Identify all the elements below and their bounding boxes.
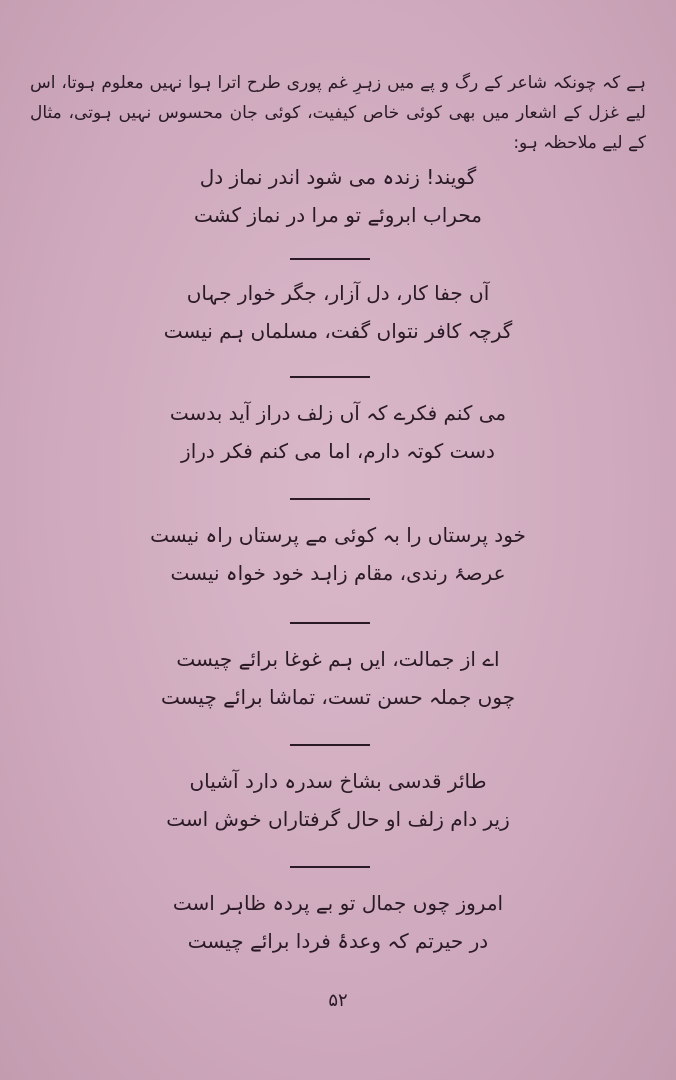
separator-rule (290, 376, 370, 378)
couplet-3-line-1: می کنم فکرے کہ آں زلف دراز آید بدست (169, 401, 507, 425)
couplet-1 (100, 158, 576, 234)
couplet-6 (100, 762, 576, 838)
couplet-4-line-2: عرصۂ رندی، مقام زاہد خود خواہ نیست (170, 561, 506, 585)
separator-rule (290, 866, 370, 868)
couplet-5 (100, 640, 576, 716)
separator-rule (290, 258, 370, 260)
separator-rule (290, 744, 370, 746)
couplet-7-line-1: امروز چوں جمال تو بے پردہ ظاہر است (172, 891, 504, 915)
intro-paragraph: ہے کہ چونکہ شاعر کے رگ و پے میں زہرِ غم پوری طرح اترا ہوا نہیں معلوم ہوتا، اس لیے غزل کے اشعار میں بھی کوئی خاص کیفیت، کوئی جان محسوس نہیں ہوتی، مثال کے لیے ملاحظہ ہو: (30, 73, 646, 153)
separator-rule (290, 498, 370, 500)
couplet-2-line-2: گرچہ کافر نتواں گفت، مسلماں ہم نیست (163, 319, 513, 343)
couplet-3-line-2: دست کوتہ دارم، اما می کنم فکر دراز (181, 439, 495, 463)
couplet-7 (100, 884, 576, 960)
couplet-7-line-2: در حیرتم کہ وعدۂ فردا برائے چیست (187, 929, 489, 953)
couplet-1-line-1: گویند! زندہ می شود اندر نماز دل (199, 165, 477, 189)
page-number: ۵۲ (328, 990, 348, 1011)
couplet-5-line-2: چوں جملہ حسن تست، تماشا برائے چیست (160, 685, 516, 709)
couplet-3 (100, 394, 576, 470)
couplet-2-line-1: آں جفا کار، دل آزار، جگر خوار جہاں (186, 281, 490, 305)
couplet-4-line-1: خود پرستاں را بہ کوئی مے پرستاں راہ نیست (150, 523, 526, 547)
separator-rule (290, 622, 370, 624)
couplet-2 (100, 274, 576, 350)
couplet-6-line-1: طائر قدسی بشاخ سدرہ دارد آشیاں (189, 769, 487, 793)
couplet-6-line-2: زیر دام زلف او حال گرفتاراں خوش است (166, 807, 510, 831)
couplet-5-line-1: اے از جمالت، ایں ہم غوغا برائے چیست (176, 647, 500, 671)
couplet-4 (100, 516, 576, 592)
couplet-1-line-2: محراب ابروئے تو مرا در نماز کشت (194, 203, 482, 227)
